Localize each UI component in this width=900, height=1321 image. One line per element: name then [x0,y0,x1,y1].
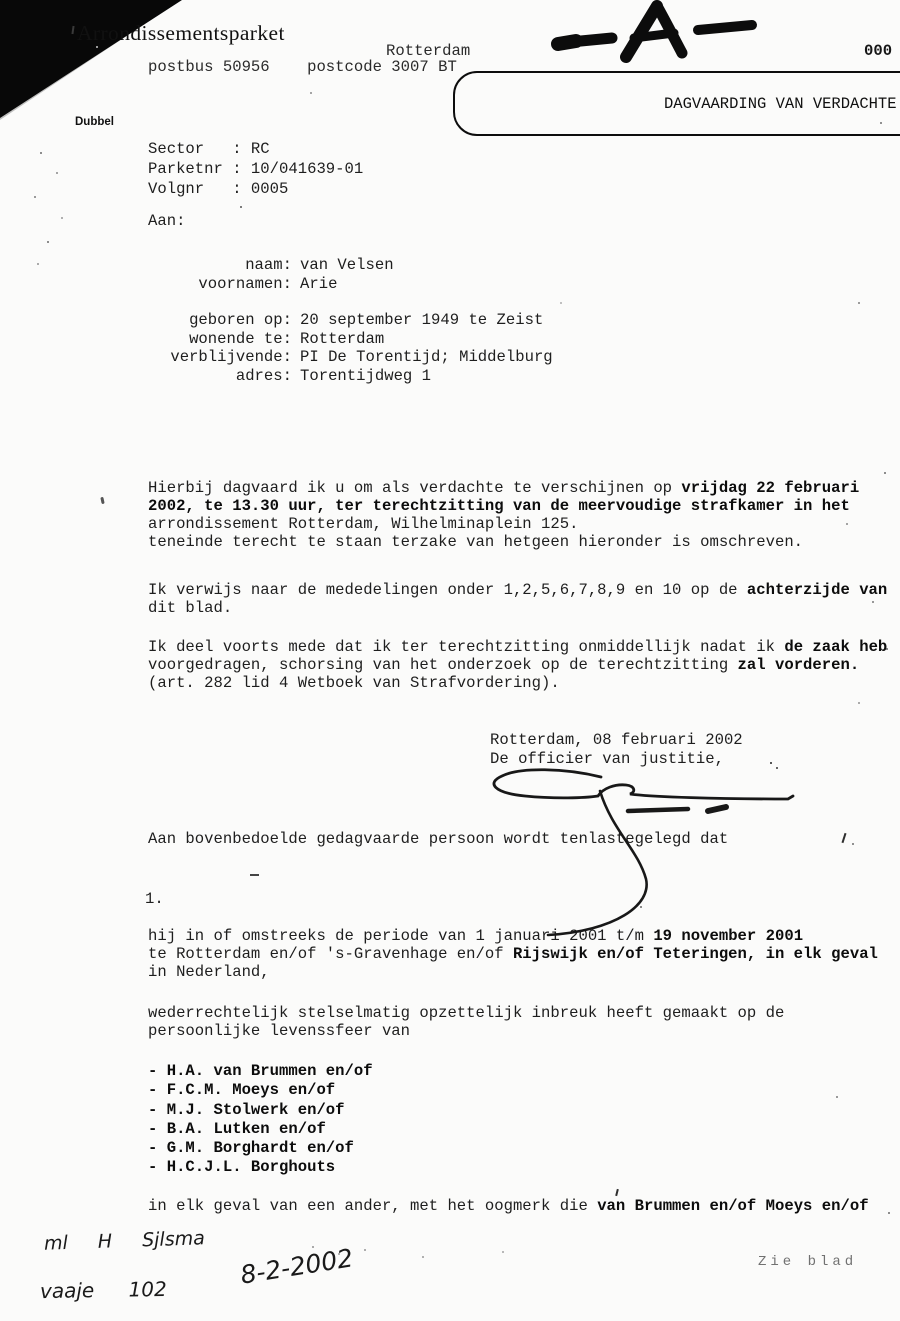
signatory-line: De officier van justitie, [490,750,724,768]
field-label: verblijvende: [170,348,292,366]
paragraph-line: voorgedragen, schorsing van het onderzoek op de terechtzitting zal vorderen. [148,656,860,674]
count-number [145,890,164,908]
field-value: Rotterdam [300,329,385,348]
stray-mark [615,1189,619,1196]
case-info-line: Parketnr : 10/041639-01 [148,160,364,178]
victims-list [148,1062,373,1178]
paragraph-line: 1. [145,890,164,908]
stray-mark [100,497,104,504]
field-value: PI De Torentijd; Middelburg [300,348,553,366]
paragraph-line: in Nederland, [148,963,270,981]
paragraph-line: Ik verwijs naar de mededelingen onder 1,2,5,6,7,8,9 en 10 op de achterzijde van [148,581,888,599]
corner-page-number: 000 [864,42,893,60]
paragraph-line: persoonlijke levenssfeer van [148,1022,411,1040]
field-value: 20 september 1949 te Zeist [300,311,544,329]
paragraph-charge-closing [148,1197,869,1215]
handwritten-note: vaaje 102 [39,1276,167,1304]
paragraph-line: arrondissement Rotterdam, Wilhelminaplein 125. [148,515,579,533]
addressee-label: Aan: [148,212,186,230]
paragraph-line: - H.A. van Brummen en/of [148,1062,373,1080]
scan-noise-specks [0,0,2,2]
paragraph-line: wederrechtelijk stelselmatig opzettelijk inbreuk heeft gemaakt op de [148,1004,785,1022]
letterhead-office: Arrondissementsparket [77,21,285,45]
field-value: Arie [300,274,338,293]
addressee-row [148,367,788,386]
paragraph-line: in elk geval van een ander, met het oogmerk die van Brummen en/of Moeys en/of [148,1197,869,1215]
stray-mark [250,874,259,876]
case-info-line: Volgnr : 0005 [148,180,289,198]
addressee-row [148,256,788,275]
paragraph-line: te Rotterdam en/of 's-Gravenhage en/of Rijswijk en/of Teteringen, in elk geval [148,945,878,963]
paragraph-line: Aan bovenbedoelde gedagvaarde persoon wordt tenlastegelegd dat [148,830,729,848]
paragraph-line: - F.C.M. Moeys en/of [148,1081,336,1100]
paragraph-charge-period [148,927,878,981]
paragraph-line: - M.J. Stolwerk en/of [148,1100,345,1119]
field-label: wonende te: [189,329,292,348]
field-label: adres: [235,366,292,385]
field-value: Torentijdweg 1 [300,366,432,385]
handwritten-name: ml H Sjlsma [43,1227,206,1255]
signature [480,755,810,950]
paragraph-line: hij in of omstreeks de periode van 1 januari 2001 t/m 19 november 2001 [148,927,804,945]
case-info-line: Sector : RC [148,140,270,158]
zie-blad-note: Zie blad [758,1254,858,1270]
paragraph-line: - H.C.J.L. Borghouts [148,1158,336,1177]
document-title: DAGVAARDING VAN VERDACHTE [664,95,897,113]
paragraph-line: 2002, te 13.30 uur, ter terechtzitting van de meervoudige strafkamer in het [148,497,850,515]
letterhead-address: postbus 50956 postcode 3007 BT [148,58,457,76]
paragraph-charge-act [148,1004,784,1040]
paragraph-schorsing [148,638,887,692]
paragraph-line: Hierbij dagvaard ik u om als verdachte te verschijnen op vrijdag 22 februari [148,479,860,497]
copy-label: Dubbel [75,116,114,128]
stray-mark [842,833,847,843]
addressee-group [148,311,788,385]
paragraph-line: - B.A. Lutken en/of [148,1119,326,1138]
field-label: naam: [245,256,292,274]
paragraph-line: teneinde terecht te staan terzake van hetgeen hieronder is omschreven. [148,533,804,551]
paragraph-summons [148,479,859,551]
case-info-block [148,139,363,199]
letterhead-city: Rotterdam [386,42,471,60]
handwritten-date: 8-2-2002 [238,1243,355,1290]
place-date-line: Rotterdam, 08 februari 2002 [490,731,743,749]
field-label: geboren op: [189,311,292,329]
paragraph-mededelingen [148,581,887,617]
addressee-row [148,311,788,330]
paragraph-line: dit blad. [148,599,233,617]
field-label: voornamen: [198,274,292,293]
addressee-group [148,256,788,293]
addressee-row [148,275,788,294]
handwritten-A-marker [540,0,800,70]
addressee-row [148,330,788,349]
paragraph-line: (art. 282 lid 4 Wetboek van Strafvordering). [148,674,560,692]
field-value: van Velsen [300,256,394,274]
paragraph-tenlastelegging-intro [148,830,728,848]
paragraph-line: - G.M. Borghardt en/of [148,1139,354,1158]
addressee-row [148,348,788,367]
paragraph-line: Ik deel voorts mede dat ik ter terechtzitting onmiddellijk nadat ik de zaak heb [148,638,888,656]
